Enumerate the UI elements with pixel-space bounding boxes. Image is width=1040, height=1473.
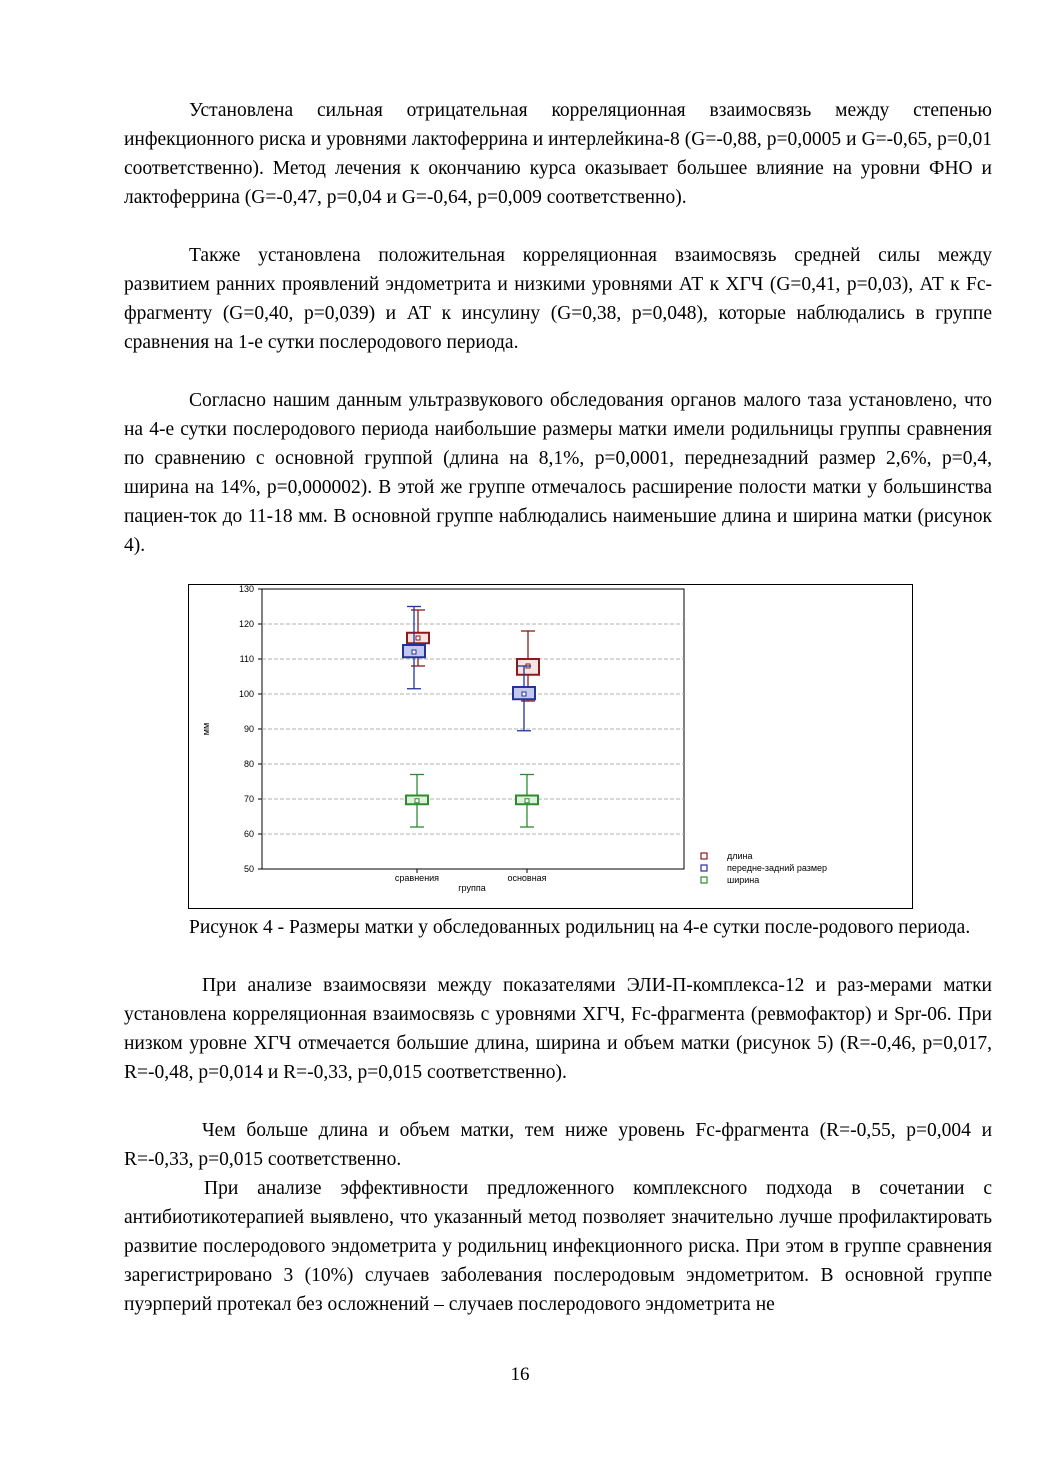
- mean-point: [412, 650, 416, 654]
- y-tick-label: 50: [243, 864, 254, 874]
- y-tick-label: 70: [243, 794, 254, 804]
- x-tick-label: основная: [507, 873, 547, 883]
- figure-4-boxplot: [188, 584, 913, 909]
- legend-marker: [701, 877, 707, 883]
- paragraph-5: Чем больше длина и объем матки, тем ниже уровень Fc-фрагмента (R=-0,55, р=0,004 и R=-0,33, р=0,015 соответственно.: [124, 1120, 992, 1170]
- legend-marker: [701, 853, 707, 859]
- mean-point: [416, 636, 420, 640]
- y-tick-label: 80: [243, 759, 254, 769]
- page-number: 16: [510, 1364, 530, 1385]
- x-axis-label: группа: [458, 883, 486, 893]
- figure-caption: Рисунок 4 - Размеры матки у обследованных родильниц на 4-е сутки после-родового периода.: [189, 917, 971, 938]
- y-tick-label: 120: [238, 619, 254, 629]
- legend-label: ширина: [727, 875, 760, 885]
- paragraph-1: Установлена сильная отрицательная корреляционная взаимосвязь между степенью инфекционного риска и уровнями лактоферрина и интерлейкина-8 (G=-0,88, р=0,0005 и G=-0,65, р=0,01 соответственно). Метод лечения к окончанию курса оказывает большее влияние на уровни ФНО и лактоферрина (G=-0,47, р=0,04 и G=-0,64, р=0,009 соответственно).: [124, 100, 992, 208]
- legend-marker: [701, 865, 707, 871]
- paragraph-4: При анализе взаимосвязи между показателями ЭЛИ-П-комплекса-12 и раз-мерами матки установлена корреляционная взаимосвязь с уровнями ХГЧ, Fc-фрагмента (ревмофактор) и Spr-06. При низком уровне ХГЧ отмечается большие длина, ширина и объем матки (рисунок 5) (R=-0,46, р=0,017, R=-0,48, р=0,014 и R=-0,33, р=0,015 соответственно).: [124, 975, 992, 1083]
- y-tick-label: 100: [238, 689, 254, 699]
- mean-point: [415, 799, 419, 803]
- y-tick-label: 90: [243, 724, 254, 734]
- legend-label: передне-задний размер: [727, 863, 828, 873]
- paragraph-2: Также установлена положительная корреляционная взаимосвязь средней силы между развитием ранних проявлений эндометрита и низкими уровнями АТ к ХГЧ (G=0,41, р=0,03), АТ к Fc-фрагменту (G=0,40, р=0,039) и АТ к инсулину (G=0,38, р=0,048), которые наблюдались в группе сравнения на 1-е сутки послеродового периода.: [124, 245, 992, 353]
- paragraph-3: Согласно нашим данным ультразвукового обследования органов малого таза установлено, что на 4-е сутки послеродового периода наибольшие размеры матки имели родильницы группы сравнения по сравнению с основной группой (длина на 8,1%, р=0,0001, переднезадний размер 2,6%, р=0,4, ширина на 14%, р=0,000002). В этой же группе отмечалось расширение полости матки у большинства пациен-ток до 11-18 мм. В основной группе наблюдались наименьшие длина и ширина матки (рисунок 4).: [124, 390, 992, 556]
- chart-svg: [189, 585, 914, 910]
- x-tick-label: сравнения: [394, 873, 440, 883]
- y-tick-label: 60: [243, 829, 254, 839]
- mean-point: [522, 692, 526, 696]
- mean-point: [525, 799, 529, 803]
- legend-label: длина: [727, 851, 753, 861]
- y-tick-label: 110: [239, 654, 254, 664]
- paragraph-6: При анализе эффективности предложенного комплексного подхода в сочетании с антибиотикотерапией выявлено, что указанный метод позволяет значительно лучше профилактировать развитие послеродового эндометрита у родильниц инфекционного риска. При этом в группе сравнения зарегистрировано 3 (10%) случаев заболевания послеродовым эндометритом. В основной группе пуэрперий протекал без осложнений – случаев послеродового эндометрита не: [124, 1178, 992, 1315]
- y-axis-label: мм: [201, 722, 211, 736]
- y-tick-label: 130: [238, 585, 254, 594]
